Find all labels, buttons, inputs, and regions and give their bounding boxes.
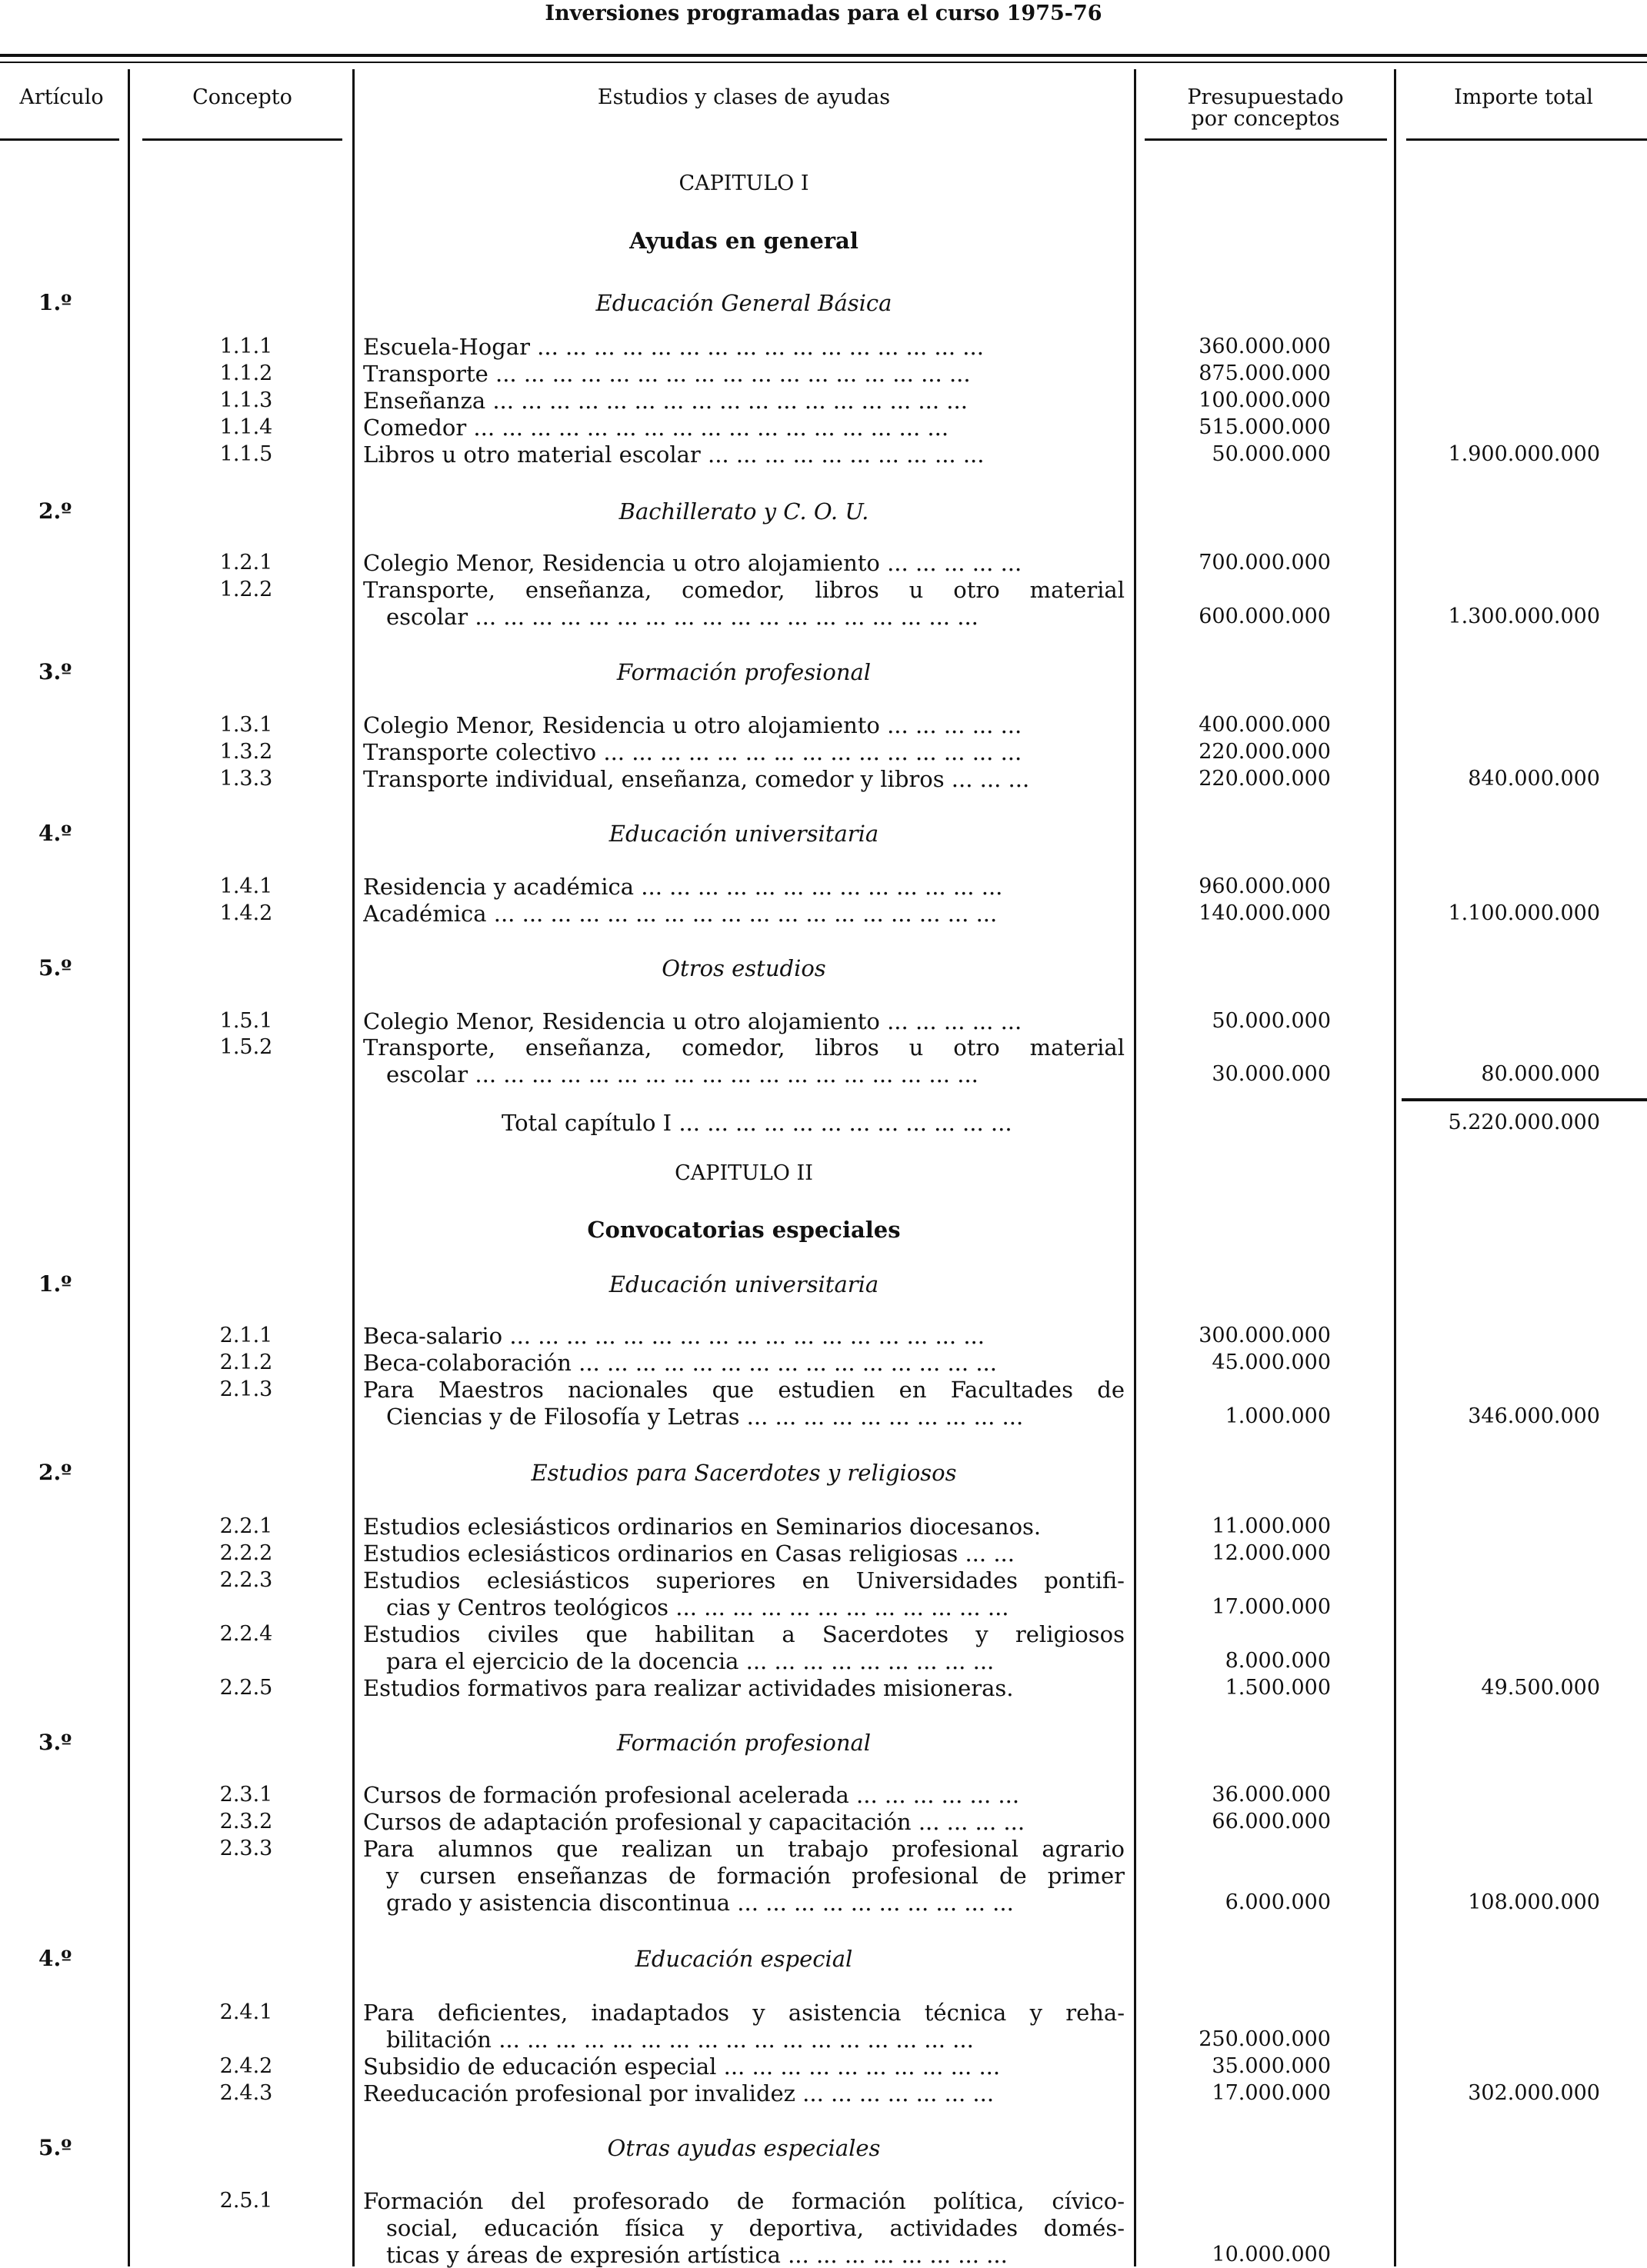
article-number: 5.º xyxy=(38,955,72,981)
section-title: Otros estudios xyxy=(662,955,826,981)
concept-code: 1.3.3 xyxy=(219,767,273,791)
total-amount: 108.000.000 xyxy=(1468,1890,1600,1914)
concept-code: 1.1.5 xyxy=(219,442,273,466)
section-row xyxy=(0,659,1647,685)
concept-description: ticas y áreas de expresión artística ... ... ... ... ... ... ... ... xyxy=(386,2242,1008,2268)
concept-description: social, educación física y deportiva, actividades domés- xyxy=(386,2215,1125,2241)
budget-amount: 360.000.000 xyxy=(1199,335,1331,358)
concept-code: 2.1.2 xyxy=(219,1350,273,1374)
concept-code: 2.4.3 xyxy=(219,2081,273,2105)
section-title: Educación universitaria xyxy=(608,1271,879,1297)
concept-description: Transporte ... ... ... ... ... ... ... ... ... ... ... ... ... ... ... ... ... xyxy=(363,361,971,387)
budget-amount: 17.000.000 xyxy=(1212,2081,1331,2105)
concept-code: 1.1.1 xyxy=(219,335,273,358)
total-rule xyxy=(1402,1098,1647,1101)
article-number: 1.º xyxy=(38,290,72,315)
section-row xyxy=(0,1946,1647,1972)
chapter-2-subheading-row xyxy=(0,1217,1647,1243)
concept-description: Colegio Menor, Residencia u otro alojamiento ... ... ... ... ... xyxy=(363,550,1022,576)
table-row xyxy=(0,1034,1647,1061)
article-number: 3.º xyxy=(38,659,72,684)
concept-description: Beca-salario ... ... ... ... ... ... ... ... ... ... ... ... ... ... ... ... ... xyxy=(363,1323,985,1349)
concept-code: 1.1.4 xyxy=(219,415,273,439)
table-row xyxy=(0,739,1647,765)
total-amount: 80.000.000 xyxy=(1481,1062,1600,1086)
table-row xyxy=(0,1404,1647,1430)
table-row xyxy=(0,1514,1647,1540)
table-row xyxy=(0,901,1647,927)
table-row xyxy=(0,441,1647,468)
concept-code: 2.3.1 xyxy=(219,1783,273,1807)
chapter-1-total-value: 5.220.000.000 xyxy=(1448,1111,1600,1134)
table-row xyxy=(0,1540,1647,1567)
total-amount: 346.000.000 xyxy=(1468,1404,1600,1428)
section-row xyxy=(0,2135,1647,2161)
total-amount: 1.100.000.000 xyxy=(1448,901,1600,925)
concept-description: Transporte, enseñanza, comedor, libros u otro material xyxy=(363,577,1125,603)
budget-amount: 960.000.000 xyxy=(1199,874,1331,898)
header-rule-concepto xyxy=(142,138,342,141)
header-rule-importe xyxy=(1406,138,1647,141)
section-title: Formación profesional xyxy=(616,659,872,685)
table-row xyxy=(0,766,1647,792)
concept-code: 1.3.1 xyxy=(219,713,273,737)
concept-description: cias y Centros teológicos ... ... ... ... ... ... ... ... ... ... ... ... xyxy=(386,1594,1009,1620)
table-row xyxy=(0,1323,1647,1349)
table-row xyxy=(0,1061,1647,1087)
budget-amount: 12.000.000 xyxy=(1212,1541,1331,1565)
chapter-2-heading: CAPITULO II xyxy=(675,1161,813,1185)
section-row xyxy=(0,498,1647,525)
section-row xyxy=(0,290,1647,316)
chapter-2-subheading: Convocatorias especiales xyxy=(587,1217,901,1243)
top-rule-thin xyxy=(0,62,1647,63)
concept-description: Para deficientes, inadaptados y asistencia técnica y reha- xyxy=(363,2000,1125,2026)
concept-description: Colegio Menor, Residencia u otro alojamiento ... ... ... ... ... xyxy=(363,712,1022,738)
budget-amount: 600.000.000 xyxy=(1199,604,1331,628)
total-amount: 1.900.000.000 xyxy=(1448,442,1600,466)
chapter-1-total-row xyxy=(0,1110,1647,1136)
budget-amount: 35.000.000 xyxy=(1212,2054,1331,2078)
budget-amount: 10.000.000 xyxy=(1212,2243,1331,2266)
table-row xyxy=(0,1863,1647,1889)
concept-description: Estudios eclesiásticos ordinarios en Casas religiosas ... ... xyxy=(363,1540,1015,1567)
header-presupuestado: Presupuestado xyxy=(1187,85,1344,109)
table-row xyxy=(0,2027,1647,2053)
concept-description: Estudios formativos para realizar actividades misioneras. xyxy=(363,1675,1014,1701)
concept-code: 1.1.2 xyxy=(219,361,273,385)
concept-description: bilitación ... ... ... ... ... ... ... ... ... ... ... ... ... ... ... ... ... xyxy=(386,2027,974,2053)
budget-amount: 1.000.000 xyxy=(1225,1404,1331,1428)
table-row xyxy=(0,2215,1647,2241)
budget-amount: 17.000.000 xyxy=(1212,1595,1331,1619)
budget-amount: 30.000.000 xyxy=(1212,1062,1331,1086)
section-row xyxy=(0,955,1647,981)
concept-description: Ciencias y de Filosofía y Letras ... ... ... ... ... ... ... ... ... ... xyxy=(386,1404,1024,1430)
concept-description: Transporte colectivo ... ... ... ... ... ... ... ... ... ... ... ... ... ... ... xyxy=(363,739,1022,765)
concept-description: Para alumnos que realizan un trabajo profesional agrario xyxy=(363,1836,1125,1862)
concept-description: Cursos de formación profesional acelerada ... ... ... ... ... ... xyxy=(363,1782,1020,1808)
budget-amount: 1.500.000 xyxy=(1225,1676,1331,1700)
budget-amount: 50.000.000 xyxy=(1212,1009,1331,1033)
concept-description: Estudios eclesiásticos ordinarios en Seminarios diocesanos. xyxy=(363,1514,1042,1540)
table-row xyxy=(0,2053,1647,2080)
budget-amount: 6.000.000 xyxy=(1225,1890,1331,1914)
concept-code: 2.2.5 xyxy=(219,1676,273,1700)
table-row xyxy=(0,361,1647,387)
budget-amount: 875.000.000 xyxy=(1199,361,1331,385)
budget-amount: 515.000.000 xyxy=(1199,415,1331,439)
section-title: Estudios para Sacerdotes y religiosos xyxy=(531,1460,957,1486)
total-amount: 1.300.000.000 xyxy=(1448,604,1600,628)
concept-description: Enseñanza ... ... ... ... ... ... ... ... ... ... ... ... ... ... ... ... ... xyxy=(363,388,968,414)
concept-description: escolar ... ... ... ... ... ... ... ... ... ... ... ... ... ... ... ... ... ... xyxy=(386,1061,979,1087)
concept-description: Estudios eclesiásticos superiores en Universidades pontifi- xyxy=(363,1567,1125,1594)
header-concepto: Concepto xyxy=(192,85,292,109)
table-row xyxy=(0,1782,1647,1808)
budget-amount: 250.000.000 xyxy=(1199,2027,1331,2051)
section-title: Formación profesional xyxy=(616,1730,872,1756)
section-row xyxy=(0,1271,1647,1297)
budget-amount: 220.000.000 xyxy=(1199,740,1331,764)
concept-code: 1.5.2 xyxy=(219,1035,273,1059)
concept-description: escolar ... ... ... ... ... ... ... ... ... ... ... ... ... ... ... ... ... ... xyxy=(386,604,979,630)
table-row xyxy=(0,712,1647,738)
concept-description: Subsidio de educación especial ... ... ... ... ... ... ... ... ... ... xyxy=(363,2053,1001,2080)
table-row xyxy=(0,1567,1647,1594)
page-title: Inversiones programadas para el curso 1975-76 xyxy=(545,2,1102,25)
budget-amount: 66.000.000 xyxy=(1212,1810,1331,1833)
concept-code: 1.5.1 xyxy=(219,1009,273,1033)
article-number: 2.º xyxy=(38,498,72,524)
header-importe: Importe total xyxy=(1454,85,1593,109)
budget-amount: 700.000.000 xyxy=(1199,551,1331,574)
section-title: Educación universitaria xyxy=(608,821,879,847)
concept-code: 2.2.2 xyxy=(219,1541,273,1565)
concept-code: 1.4.1 xyxy=(219,874,273,898)
section-row xyxy=(0,1730,1647,1756)
budget-amount: 400.000.000 xyxy=(1199,713,1331,737)
concept-description: Residencia y académica ... ... ... ... ... ... ... ... ... ... ... ... ... xyxy=(363,874,1003,900)
budget-amount: 45.000.000 xyxy=(1212,1350,1331,1374)
table-row xyxy=(0,2188,1647,2214)
concept-description: Beca-colaboración ... ... ... ... ... ... ... ... ... ... ... ... ... ... ... xyxy=(363,1350,997,1376)
concept-code: 2.3.2 xyxy=(219,1810,273,1833)
concept-code: 2.2.3 xyxy=(219,1568,273,1592)
section-row xyxy=(0,821,1647,847)
section-title: Bachillerato y C. O. U. xyxy=(618,498,869,525)
concept-description: Académica ... ... ... ... ... ... ... ... ... ... ... ... ... ... ... ... ... ... xyxy=(363,901,998,927)
chapter-1-subheading-row xyxy=(0,228,1647,254)
table-row xyxy=(0,388,1647,414)
header-estudios: Estudios y clases de ayudas xyxy=(597,85,891,109)
article-number: 2.º xyxy=(38,1460,72,1485)
table-row xyxy=(0,2080,1647,2106)
header-presupuestado-line2: por conceptos xyxy=(1191,107,1340,131)
concept-code: 2.1.1 xyxy=(219,1324,273,1347)
top-rule xyxy=(0,54,1647,57)
concept-code: 2.2.1 xyxy=(219,1514,273,1538)
chapter-1-heading: CAPITULO I xyxy=(678,172,809,195)
concept-description: Comedor ... ... ... ... ... ... ... ... ... ... ... ... ... ... ... ... ... xyxy=(363,415,949,441)
concept-code: 2.1.3 xyxy=(219,1377,273,1401)
concept-code: 1.4.2 xyxy=(219,901,273,925)
table-row xyxy=(0,2242,1647,2268)
article-number: 5.º xyxy=(38,2135,72,2160)
concept-description: Reeducación profesional por invalidez ... ... ... ... ... ... ... xyxy=(363,2080,995,2106)
concept-code: 1.2.1 xyxy=(219,551,273,574)
table-row xyxy=(0,874,1647,900)
concept-code: 2.4.1 xyxy=(219,2000,273,2024)
chapter-1-subheading: Ayudas en general xyxy=(629,228,859,254)
concept-code: 1.1.3 xyxy=(219,388,273,412)
budget-amount: 50.000.000 xyxy=(1212,442,1331,466)
section-title: Educación especial xyxy=(635,1946,853,1972)
article-number: 4.º xyxy=(38,821,72,846)
budget-amount: 100.000.000 xyxy=(1199,388,1331,412)
table-row xyxy=(0,1809,1647,1835)
table-row xyxy=(0,1594,1647,1620)
article-number: 3.º xyxy=(38,1730,72,1755)
concept-description: y cursen enseñanzas de formación profesional de primer xyxy=(386,1863,1125,1889)
concept-description: grado y asistencia discontinua ... ... ... ... ... ... ... ... ... ... xyxy=(386,1890,1014,1916)
table-row xyxy=(0,1377,1647,1403)
total-amount: 302.000.000 xyxy=(1468,2081,1600,2105)
section-title: Otras ayudas especiales xyxy=(607,2135,881,2161)
section-title: Educación General Básica xyxy=(595,290,892,316)
concept-description: Formación del profesorado de formación política, cívico- xyxy=(363,2188,1125,2214)
table-row xyxy=(0,1890,1647,1916)
chapter-1-total-label: Total capítulo I ... ... ... ... ... ... ... ... ... ... ... ... xyxy=(502,1110,1012,1136)
header-rule-articulo xyxy=(0,138,119,141)
table-row xyxy=(0,415,1647,441)
table-row xyxy=(0,577,1647,603)
total-amount: 840.000.000 xyxy=(1468,767,1600,791)
budget-amount: 11.000.000 xyxy=(1212,1514,1331,1538)
concept-description: Transporte, enseñanza, comedor, libros u otro material xyxy=(363,1034,1125,1061)
table-row xyxy=(0,1648,1647,1674)
header-articulo: Artículo xyxy=(19,85,104,109)
concept-code: 2.3.3 xyxy=(219,1837,273,1860)
concept-code: 2.2.4 xyxy=(219,1622,273,1646)
concept-code: 1.2.2 xyxy=(219,578,273,601)
budget-amount: 140.000.000 xyxy=(1199,901,1331,925)
table-row xyxy=(0,1675,1647,1701)
concept-description: Colegio Menor, Residencia u otro alojamiento ... ... ... ... ... xyxy=(363,1008,1022,1034)
table-row xyxy=(0,2000,1647,2026)
concept-description: Cursos de adaptación profesional y capacitación ... ... ... ... xyxy=(363,1809,1025,1835)
budget-amount: 8.000.000 xyxy=(1225,1649,1331,1673)
concept-code: 1.3.2 xyxy=(219,740,273,764)
header-rule-presupuestado xyxy=(1145,138,1387,141)
total-amount: 49.500.000 xyxy=(1481,1676,1600,1700)
concept-description: Transporte individual, enseñanza, comedor y libros ... ... ... xyxy=(363,766,1030,792)
concept-code: 2.5.1 xyxy=(219,2189,273,2213)
table-row xyxy=(0,334,1647,360)
concept-description: Libros u otro material escolar ... ... ... ... ... ... ... ... ... ... xyxy=(363,441,985,468)
article-number: 4.º xyxy=(38,1946,72,1971)
article-number: 1.º xyxy=(38,1271,72,1297)
table-row xyxy=(0,1350,1647,1376)
table-row xyxy=(0,1621,1647,1647)
concept-code: 2.4.2 xyxy=(219,2054,273,2078)
concept-description: Para Maestros nacionales que estudien en Facultades de xyxy=(363,1377,1125,1403)
concept-description: Estudios civiles que habilitan a Sacerdotes y religiosos xyxy=(363,1621,1125,1647)
budget-amount: 36.000.000 xyxy=(1212,1783,1331,1807)
concept-description: Escuela-Hogar ... ... ... ... ... ... ... ... ... ... ... ... ... ... ... ... xyxy=(363,334,984,360)
chapter-1-heading-row xyxy=(0,171,1647,197)
budget-amount: 220.000.000 xyxy=(1199,767,1331,791)
concept-description: para el ejercicio de la docencia ... ... ... ... ... ... ... ... ... xyxy=(386,1648,995,1674)
table-row xyxy=(0,1836,1647,1862)
budget-amount: 300.000.000 xyxy=(1199,1324,1331,1347)
table-row xyxy=(0,604,1647,630)
chapter-2-heading-row xyxy=(0,1161,1647,1187)
table-row xyxy=(0,550,1647,576)
section-row xyxy=(0,1460,1647,1486)
table-row xyxy=(0,1008,1647,1034)
